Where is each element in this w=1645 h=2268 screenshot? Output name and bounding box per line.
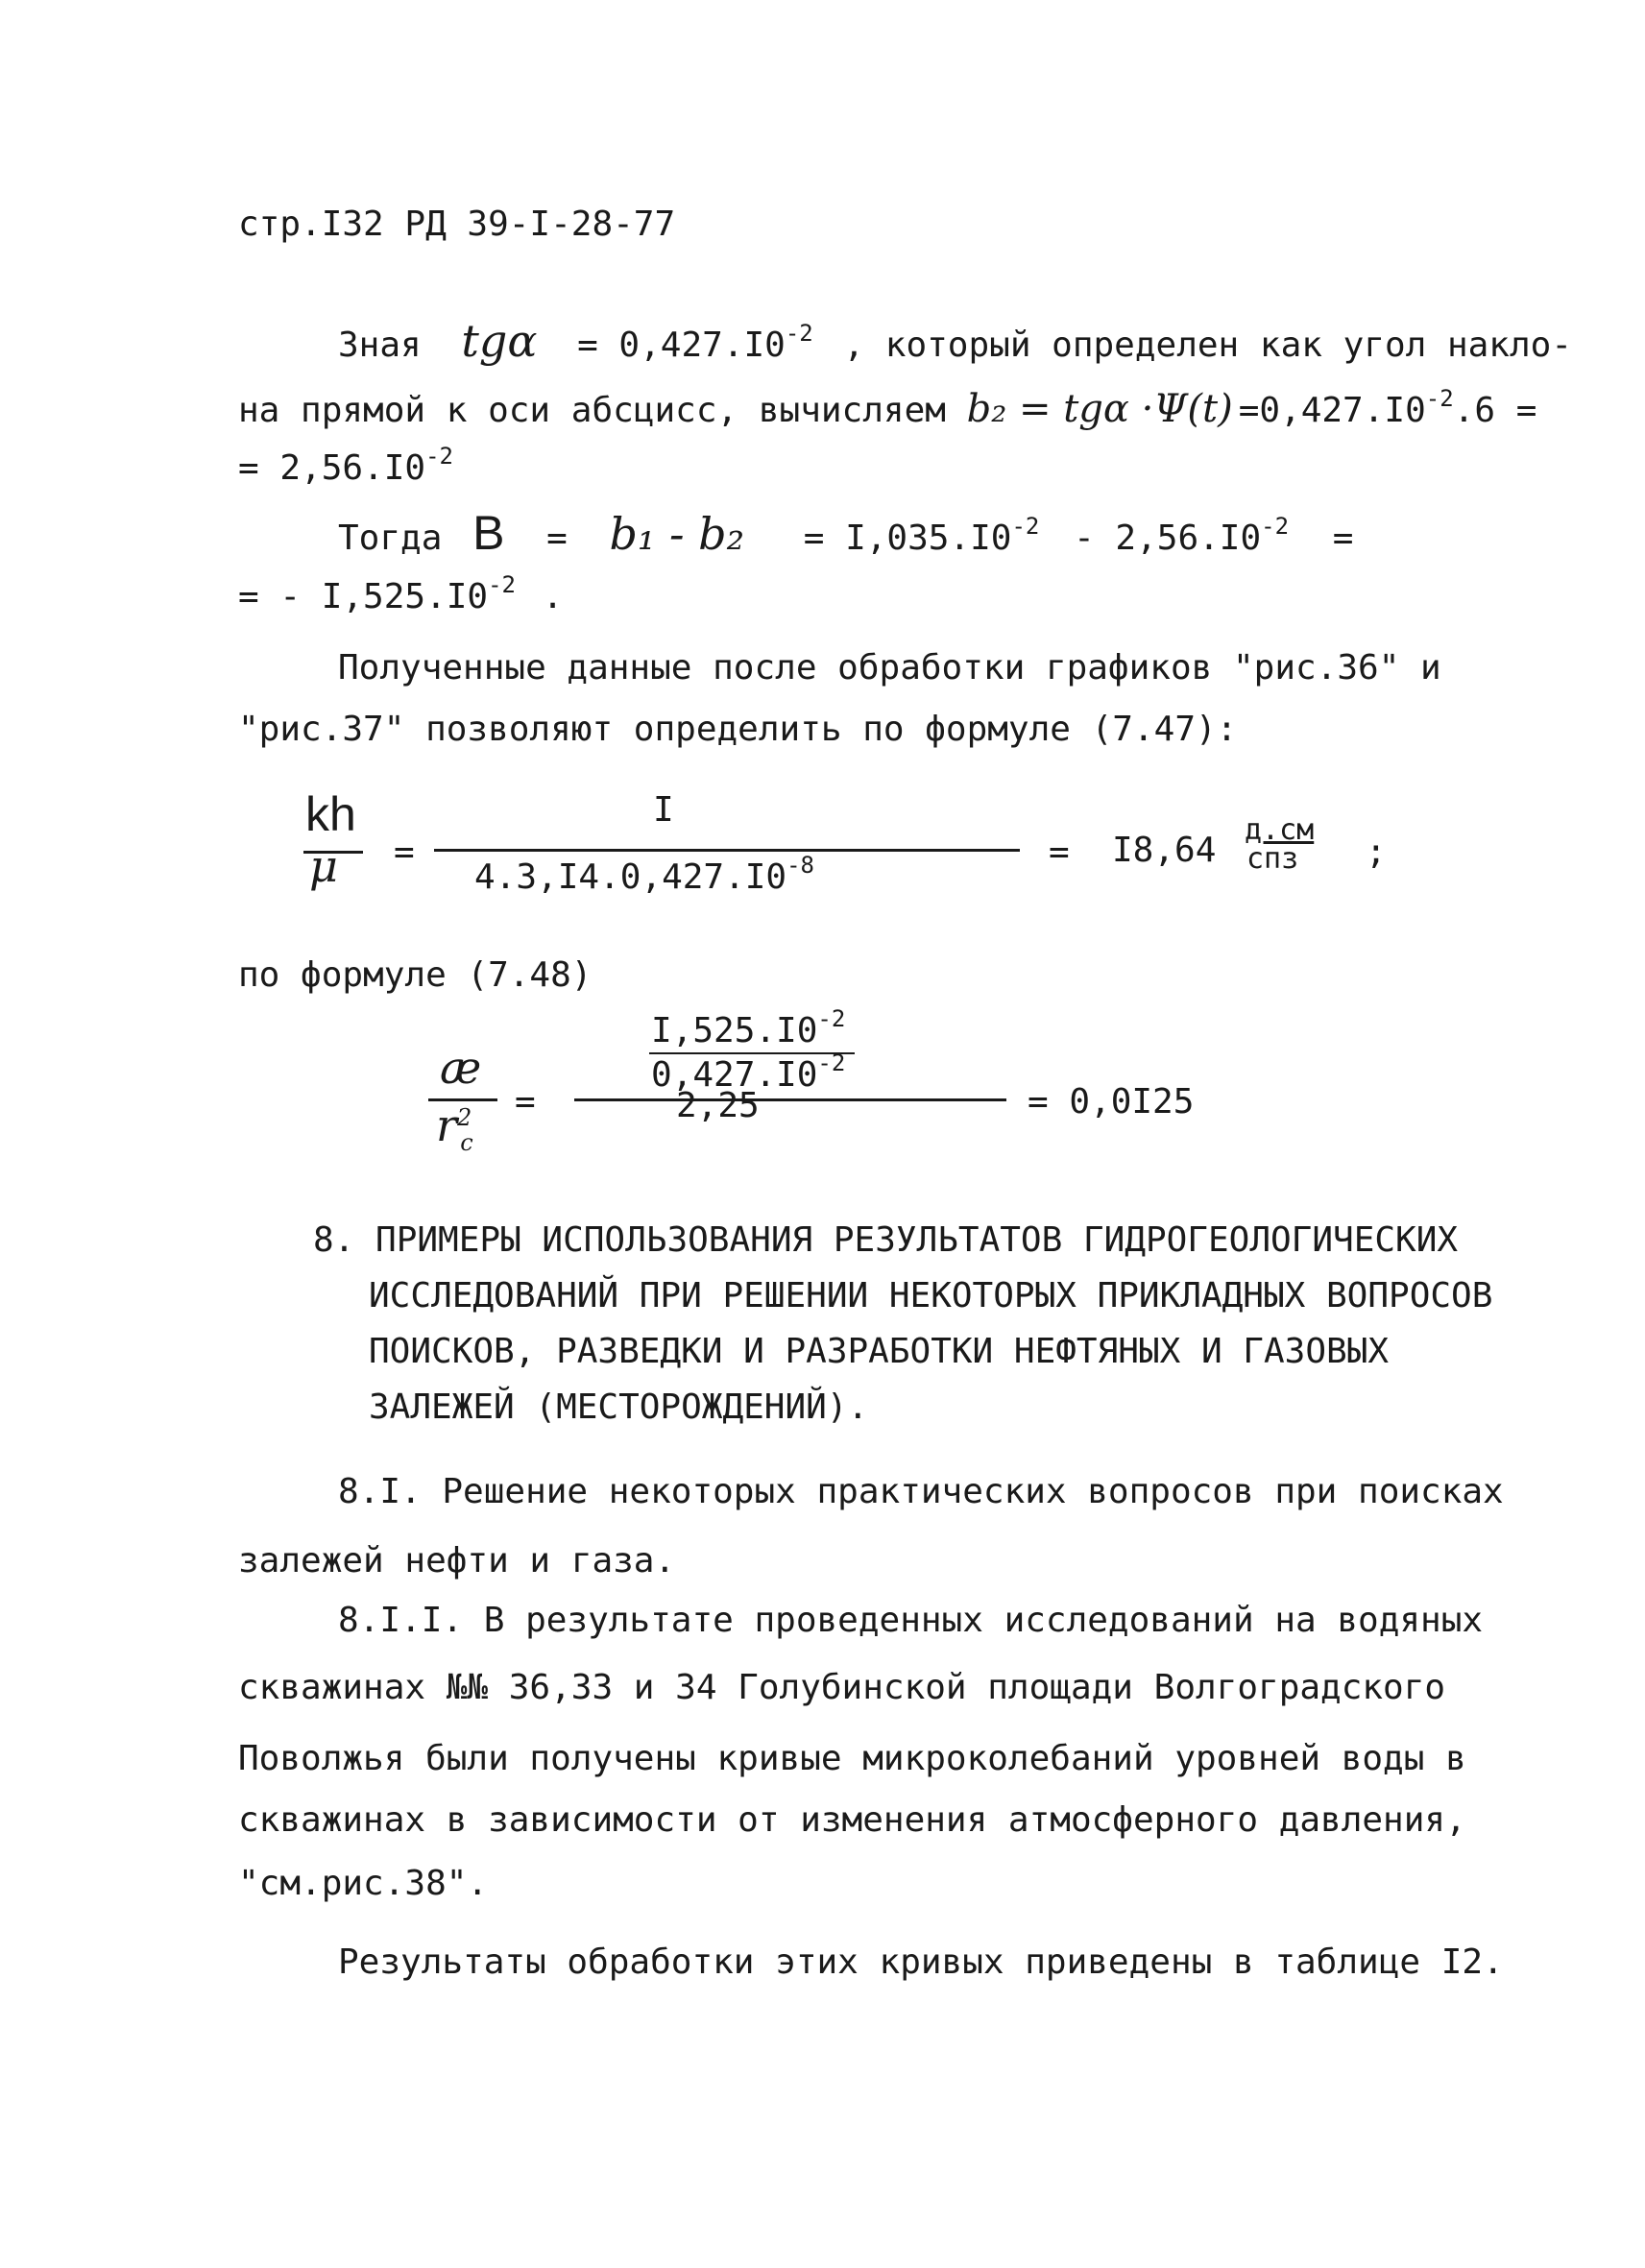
exponent: -2 xyxy=(425,443,453,470)
subsection-8-1-line1: 8.I. Решение некоторых практических вопросов при поисках xyxy=(338,1472,1504,1511)
B-symbol: B xyxy=(472,506,505,560)
section-8-heading-line3: ПОИСКОВ, РАЗВЕДКИ И РАЗРАБОТКИ НЕФТЯНЫХ И ГАЗОВЫХ xyxy=(369,1332,1390,1371)
b2-formula: b₂ = tgα ·Ψ(t) xyxy=(966,387,1233,431)
text-fragment: .6 = xyxy=(1453,391,1537,430)
text-fragment: = 0,427.I0 xyxy=(577,326,786,365)
text-fragment: = 2,56.I0 xyxy=(238,448,426,488)
formula1-fraction-bar xyxy=(434,849,1020,852)
formula1-lhs-numerator: kh xyxy=(305,787,356,841)
exponent: -2 xyxy=(488,571,516,598)
text-fragment: I,525.I0 xyxy=(651,1011,818,1050)
formula2-fraction-bar xyxy=(574,1098,1006,1101)
formula1-equals: = xyxy=(394,832,415,872)
text-fragment: Тогда xyxy=(338,519,443,558)
subsection-8-1-1-line1: 8.I.I. В результате проведенных исследований на водяных xyxy=(338,1601,1484,1640)
text-fragment: 0,427.I0 xyxy=(651,1055,818,1095)
exponent: -2 xyxy=(817,1050,846,1076)
para1-line2 xyxy=(238,385,1537,435)
subscript: c xyxy=(460,1129,473,1156)
final-paragraph: Результаты обработки этих кривых приведены в таблице I2. xyxy=(338,1942,1504,1982)
formula1-semicolon: ; xyxy=(1366,832,1387,872)
para2-line1 xyxy=(338,506,1354,563)
exponent: -2 xyxy=(817,1005,846,1032)
formula2-equals: = xyxy=(515,1082,536,1122)
text-fragment: - 2,56.I0 xyxy=(1074,519,1262,558)
formula2-lhs-numerator: æ xyxy=(440,1042,482,1094)
formula2-intro: по формуле (7.48) xyxy=(238,955,593,995)
text-fragment: = I,035.I0 xyxy=(803,519,1012,558)
subsection-8-1-line2: залежей нефти и газа. xyxy=(238,1541,676,1580)
formula2-numerator-top xyxy=(651,1005,846,1055)
section-8-heading-line1: 8. ПРИМЕРЫ ИСПОЛЬЗОВАНИЯ РЕЗУЛЬТАТОВ ГИДРОГЕОЛОГИЧЕСКИХ xyxy=(313,1220,1459,1260)
text-fragment: = xyxy=(1332,519,1354,558)
exponent: -2 xyxy=(1011,513,1040,540)
subsection-8-1-1-line5: "см.рис.38". xyxy=(238,1864,489,1903)
formula2-denominator: 2,25 xyxy=(676,1086,760,1125)
text-fragment: =0,427.I0 xyxy=(1238,391,1426,430)
para1-line3 xyxy=(238,443,453,493)
tg-alpha-symbol: tgα xyxy=(461,315,538,367)
text-fragment: = xyxy=(546,519,568,558)
formula1-denominator xyxy=(474,852,815,902)
formula1-lhs-denominator: μ xyxy=(309,840,338,892)
para2-line2 xyxy=(238,571,564,621)
subsection-8-1-1-line3: Поволжья были получены кривые микроколебаний уровней воды в xyxy=(238,1739,1466,1778)
section-8-heading-line4: ЗАЛЕЖЕЙ (МЕСТОРОЖДЕНИЙ). xyxy=(369,1387,869,1427)
text-fragment: . xyxy=(542,577,564,616)
formula1-result: I8,64 xyxy=(1112,831,1217,870)
exponent: 2 xyxy=(457,1104,472,1131)
formula1-unit-numerator: д.см xyxy=(1245,813,1315,847)
para3-line1: Полученные данные после обработки графиков "рис.36" и xyxy=(338,648,1441,688)
formula1-equals-2: = xyxy=(1049,832,1070,872)
formula2-lhs-denominator xyxy=(436,1099,473,1156)
text-fragment: , который определен как угол накло- xyxy=(843,326,1573,365)
b1-b2-formula: b₁ - b₂ xyxy=(609,508,745,560)
subsection-8-1-1-line4: скважинах в зависимости от изменения атмосферного давления, xyxy=(238,1800,1466,1840)
formula2-result: = 0,0I25 xyxy=(1028,1082,1195,1122)
exponent: -8 xyxy=(786,852,815,879)
text-fragment: на прямой к оси абсцисс, вычисляем xyxy=(238,391,946,430)
text-fragment: r xyxy=(436,1099,457,1151)
subsection-8-1-1-line2: скважинах №№ 36,33 и 34 Голубинской площади Волгоградского xyxy=(238,1668,1446,1707)
text-fragment: = - I,525.I0 xyxy=(238,577,489,616)
formula1-numerator: I xyxy=(653,790,674,830)
formula1-unit-denominator: спз xyxy=(1246,842,1299,876)
text-fragment: 4.3,I4.0,427.I0 xyxy=(474,857,787,897)
exponent: -2 xyxy=(1425,385,1454,412)
para3-line2: "рис.37" позволяют определить по формуле (7.47): xyxy=(238,710,1238,749)
text-fragment: Зная xyxy=(338,326,422,365)
page-header: стр.I32 РД 39-I-28-77 xyxy=(238,205,676,244)
para1-line1 xyxy=(338,315,1573,370)
exponent: -2 xyxy=(785,320,813,347)
section-8-heading-line2: ИССЛЕДОВАНИЙ ПРИ РЕШЕНИИ НЕКОТОРЫХ ПРИКЛАДНЫХ ВОПРОСОВ xyxy=(369,1276,1493,1315)
exponent: -2 xyxy=(1261,513,1290,540)
